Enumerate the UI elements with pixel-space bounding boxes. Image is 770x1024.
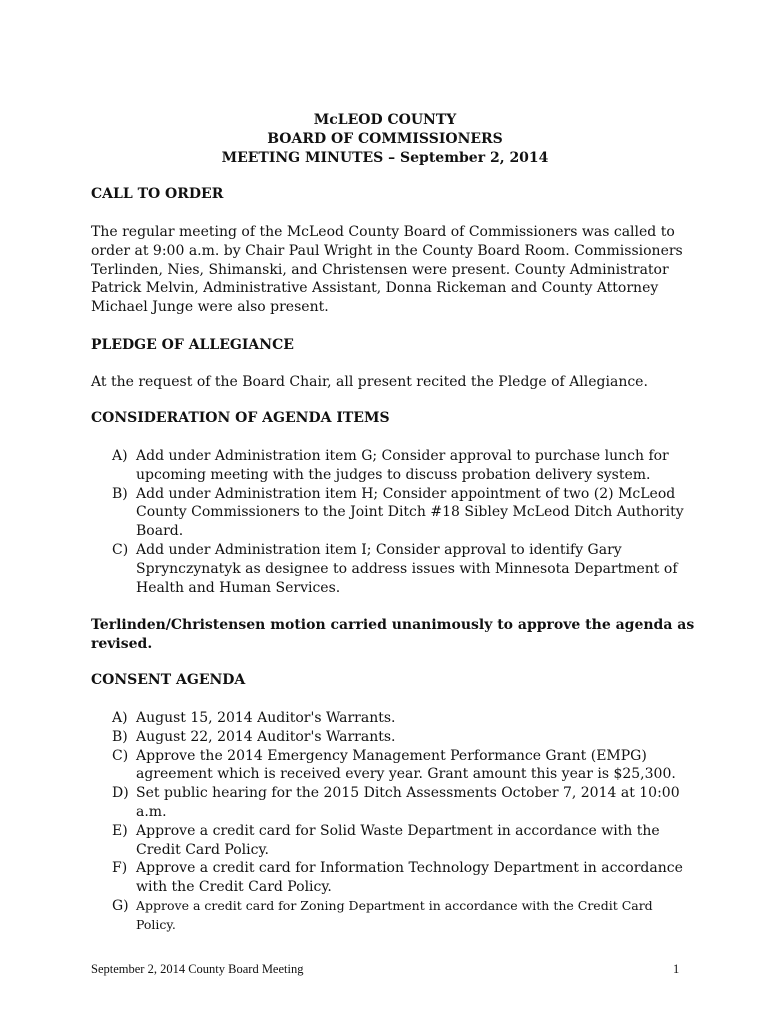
list-item [112,747,702,785]
agenda-motion [91,616,694,654]
list-marker: F) [112,860,128,877]
list-item [112,784,702,822]
paragraph-line: Patrick Melvin, Administrative Assistant, Donna Rickeman and County Attorney [91,280,659,297]
list-marker: G) [112,897,129,914]
list-item-line: Approve a credit card for Information Technology Department in accordance [136,860,683,877]
consent-agenda-heading: CONSENT AGENDA [91,672,246,688]
list-item-line: Credit Card Policy. [136,841,269,858]
list-item-line: Add under Administration item G; Consider approval to purchase lunch for [136,448,669,464]
agenda-items-heading: CONSIDERATION OF AGENDA ITEMS [91,410,390,426]
paragraph-line: Michael Junge were also present. [91,299,329,316]
list-item [112,897,702,935]
list-item-line: August 15, 2014 Auditor's Warrants. [136,710,396,726]
pledge-heading: PLEDGE OF ALLEGIANCE [91,337,294,353]
list-item [112,485,702,541]
list-item-line: agreement which is received every year. Grant amount this year is $25,300. [136,766,676,783]
paragraph-line: Terlinden, Nies, Shimanski, and Christensen were present. County Administrator [91,261,669,278]
list-item-line: Health and Human Services. [136,579,341,596]
list-item-line: Add under Administration item H; Consider appointment of two (2) McLeod [136,485,676,502]
list-item-line: with the Credit Card Policy. [136,879,332,896]
footer-meeting-label: September 2, 2014 County Board Meeting [91,962,304,976]
list-marker: C) [112,541,129,558]
paragraph-line: The regular meeting of the McLeod County Board of Commissioners was called to [91,224,675,240]
list-marker: A) [112,448,128,464]
list-item-line: Policy. [136,916,176,932]
document-header [0,111,770,168]
list-item-line: Add under Administration item I; Consider approval to identify Gary [136,541,622,558]
paragraph-line: order at 9:00 a.m. by Chair Paul Wright in the County Board Room. Commissioners [91,242,683,259]
list-item [112,728,702,747]
call-to-order-paragraph [91,223,691,317]
list-marker: C) [112,747,129,764]
list-item [112,541,702,597]
header-board: BOARD OF COMMISSIONERS [267,131,503,147]
motion-line: revised. [91,635,153,652]
agenda-items-list [112,447,702,597]
page-number: 1 [673,962,680,976]
list-item [112,447,702,485]
list-marker: E) [112,822,128,839]
motion-line: Terlinden/Christensen motion carried unanimously to approve the agenda as [91,617,695,633]
list-marker: A) [112,710,128,726]
list-item-line: August 22, 2014 Auditor's Warrants. [136,728,396,745]
list-item-line: upcoming meeting with the judges to discuss probation delivery system. [136,466,651,483]
list-item-line: Approve the 2014 Emergency Management Performance Grant (EMPG) [136,747,647,764]
list-item-line: Sprynczynatyk as designee to address issues with Minnesota Department of [136,560,678,577]
list-item-line: Approve a credit card for Solid Waste Department in accordance with the [136,822,660,839]
list-item-line: Approve a credit card for Zoning Department in accordance with the Credit Card [136,897,653,913]
list-marker: D) [112,785,129,802]
list-item-line: Set public hearing for the 2015 Ditch Assessments October 7, 2014 at 10:00 [136,785,680,802]
list-item-line: Board. [136,523,184,540]
list-item [112,859,702,897]
pledge-paragraph [91,373,691,392]
list-marker: B) [112,485,128,502]
paragraph-line: At the request of the Board Chair, all present recited the Pledge of Allegiance. [91,374,648,390]
header-county: McLEOD COUNTY [313,112,457,128]
list-item [112,822,702,860]
list-item-line: County Commissioners to the Joint Ditch #18 Sibley McLeod Ditch Authority [136,504,684,521]
list-item-line: a.m. [136,803,167,820]
call-to-order-heading: CALL TO ORDER [91,186,224,202]
header-meeting-title: MEETING MINUTES – September 2, 2014 [221,150,549,166]
consent-agenda-list [112,709,702,935]
list-item [112,709,702,728]
list-marker: B) [112,728,128,745]
